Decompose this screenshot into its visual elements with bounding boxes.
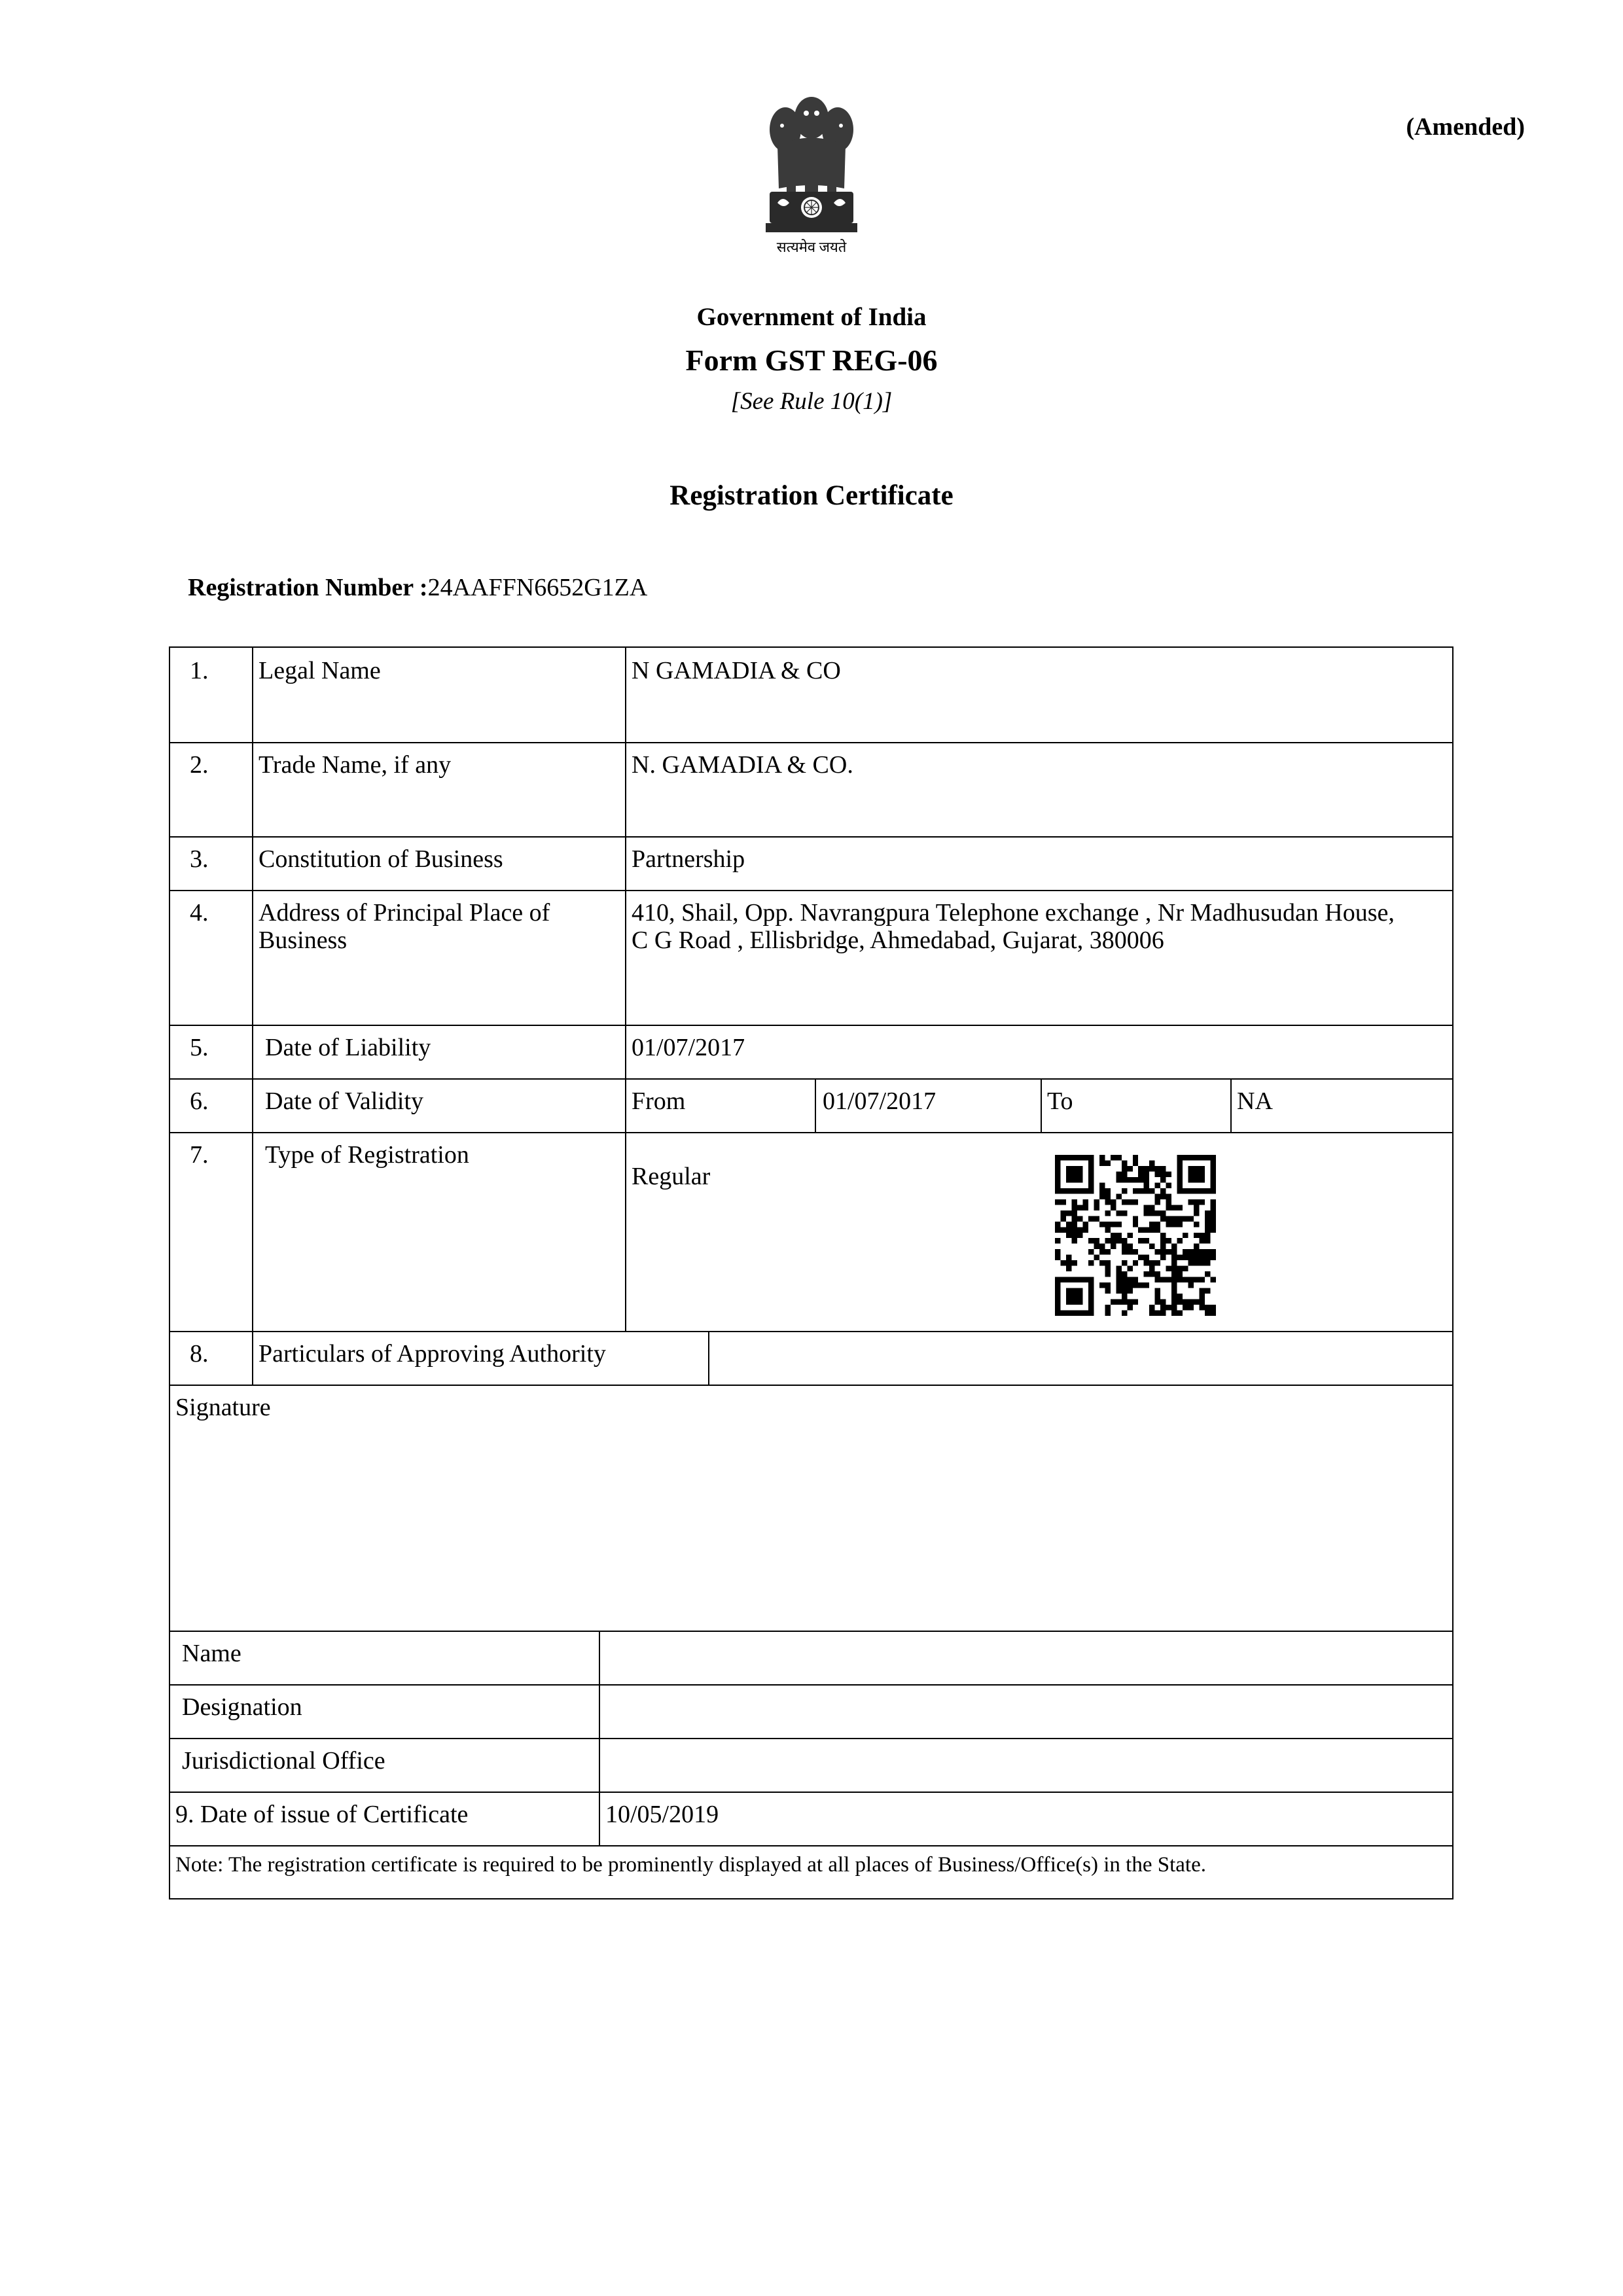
display-note: Note: The registration certificate is required to be prominently displayed at all places of Business/Office(s) in the State. — [175, 1853, 1206, 1877]
government-label: Government of India — [696, 303, 927, 331]
approving-authority-label: Particulars of Approving Authority — [259, 1340, 606, 1368]
designation-label: Designation — [182, 1693, 302, 1721]
row-number: 1. — [190, 657, 209, 684]
row-number: 5. — [190, 1034, 209, 1061]
registration-number-label: Registration Number : — [188, 574, 428, 601]
legal-name-label: Legal Name — [259, 657, 381, 684]
signature-label: Signature — [175, 1394, 271, 1421]
row-number: 7. — [190, 1141, 209, 1169]
trade-name-label: Trade Name, if any — [259, 751, 452, 779]
trade-name-value: N. GAMADIA & CO. — [632, 751, 853, 779]
form-title: Form GST REG-06 — [685, 344, 938, 377]
registration-type-value: Regular — [632, 1163, 711, 1190]
address-value: 410, Shail, Opp. Navrangpura Telephone exchange , Nr Madhusudan House, C G Road , Ellisbridge, Ahmedabad, Gujarat, 380006 — [632, 899, 1395, 954]
rule-reference: [See Rule 10(1)] — [730, 388, 893, 415]
name-label: Name — [182, 1640, 241, 1667]
registration-number — [188, 573, 647, 602]
validity-to-value: NA — [1237, 1087, 1273, 1115]
certificate-title: Registration Certificate — [669, 480, 954, 511]
emblem-motto: सत्यमेव जयते — [776, 239, 847, 255]
amended-label: (Amended) — [1406, 113, 1525, 141]
address-label: Address of Principal Place of Business — [259, 899, 550, 954]
issue-date-label: 9. Date of issue of Certificate — [175, 1801, 469, 1828]
registration-type-label: Type of Registration — [265, 1141, 469, 1169]
row-number: 4. — [190, 899, 209, 927]
legal-name-value: N GAMADIA & CO — [632, 657, 841, 684]
validity-to-label: To — [1047, 1087, 1073, 1115]
row-number: 8. — [190, 1340, 209, 1368]
constitution-label: Constitution of Business — [259, 845, 503, 873]
jurisdiction-label: Jurisdictional Office — [182, 1747, 385, 1775]
row-number: 6. — [190, 1087, 209, 1115]
validity-from-value: 01/07/2017 — [823, 1087, 936, 1115]
qr-code-icon — [1055, 1155, 1216, 1316]
registration-number-value: 24AAFFN6652G1ZA — [427, 574, 648, 601]
row-number: 3. — [190, 845, 209, 873]
liability-date-value: 01/07/2017 — [632, 1034, 745, 1061]
validity-from-label: From — [632, 1087, 686, 1115]
constitution-value: Partnership — [632, 845, 745, 873]
validity-label: Date of Validity — [265, 1087, 424, 1115]
certificate-table — [169, 646, 1454, 1899]
row-number: 2. — [190, 751, 209, 779]
liability-date-label: Date of Liability — [265, 1034, 431, 1061]
issue-date-value: 10/05/2019 — [605, 1801, 719, 1828]
